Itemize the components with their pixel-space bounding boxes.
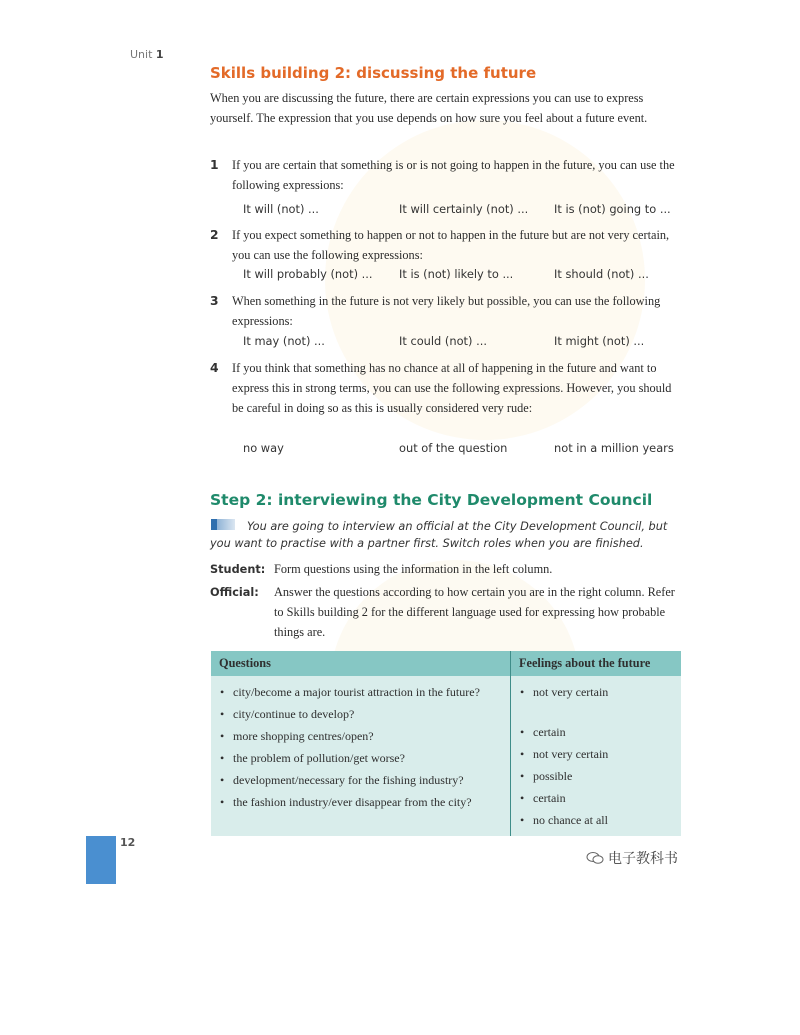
feeling-item: • no chance at all <box>519 810 673 830</box>
page-number: 12 <box>120 836 136 849</box>
feeling-item: • not very certain <box>519 682 673 720</box>
question-item: • the problem of pollution/get worse? <box>219 748 502 768</box>
item-text: If you expect something to happen or not to happen in the future but are not very certain, you can use the following expressions: <box>232 228 670 262</box>
item-number: 1 <box>210 158 219 172</box>
item-text: If you are certain that something is or is not going to happen in the future, you can use the following expressions: <box>232 158 675 192</box>
feeling-item: • certain <box>519 788 673 808</box>
skills-heading: Skills building 2: discussing the future <box>210 64 537 82</box>
questions-table <box>211 651 681 836</box>
item-number: 4 <box>210 361 219 375</box>
column-header-questions: Questions <box>211 651 511 676</box>
student-text: Form questions using the information in the left column. <box>274 562 553 576</box>
expression: It could (not) ... <box>399 334 487 348</box>
question-item: • more shopping centres/open? <box>219 726 502 746</box>
feeling-item: • certain <box>519 722 673 742</box>
expression: It will probably (not) ... <box>243 267 373 281</box>
question-item: • city/continue to develop? <box>219 704 502 724</box>
expression: It may (not) ... <box>243 334 325 348</box>
item-text: If you think that something has no chance at all of happening in the future and want to express this in strong terms, you can use the following expressions. However, you should be careful in doing so as this is usually considered very rude: <box>232 361 672 415</box>
item-number: 2 <box>210 228 219 242</box>
expression: It is (not) likely to ... <box>399 267 514 281</box>
expression: It will certainly (not) ... <box>399 202 529 216</box>
unit-label: Unit 1 <box>130 48 164 61</box>
feeling-item: • possible <box>519 766 673 786</box>
expression: It should (not) ... <box>554 267 649 281</box>
expression: not in a million years <box>554 441 674 455</box>
expression: It might (not) ... <box>554 334 645 348</box>
question-item: • city/become a major tourist attraction in the future? <box>219 682 502 702</box>
watermark <box>586 848 678 868</box>
column-header-feelings: Feelings about the future <box>511 651 682 676</box>
page-tab-bar <box>86 836 116 884</box>
item-number: 3 <box>210 294 219 308</box>
expression: It will (not) ... <box>243 202 319 216</box>
step-instruction: You are going to interview an official at the City Development Council, but you want to practise with a partner first. Switch roles when you are finished. <box>210 520 668 550</box>
skills-intro: When you are discussing the future, there are certain expressions you can use to express yourself. The expression that you use depends on how sure you feel about a future event. <box>210 91 648 125</box>
official-label: Official: <box>210 586 259 599</box>
question-item: • the fashion industry/ever disappear from the city? <box>219 792 502 812</box>
feeling-item: • not very certain <box>519 744 673 764</box>
step-heading: Step 2: interviewing the City Development Council <box>210 491 653 509</box>
wechat-icon <box>586 852 604 864</box>
expression: It is (not) going to ... <box>554 202 671 216</box>
question-item: • development/necessary for the fishing industry? <box>219 770 502 790</box>
expression: out of the question <box>399 441 508 455</box>
item-text: When something in the future is not very likely but possible, you can use the following expressions: <box>232 294 661 328</box>
student-label: Student: <box>210 563 266 576</box>
watermark-text: 电子教科书 <box>608 851 678 867</box>
expression: no way <box>243 441 284 455</box>
official-text: Answer the questions according to how certain you are in the right column. Refer to Skills building 2 for the different language used for expressing how probable things are. <box>274 585 675 639</box>
